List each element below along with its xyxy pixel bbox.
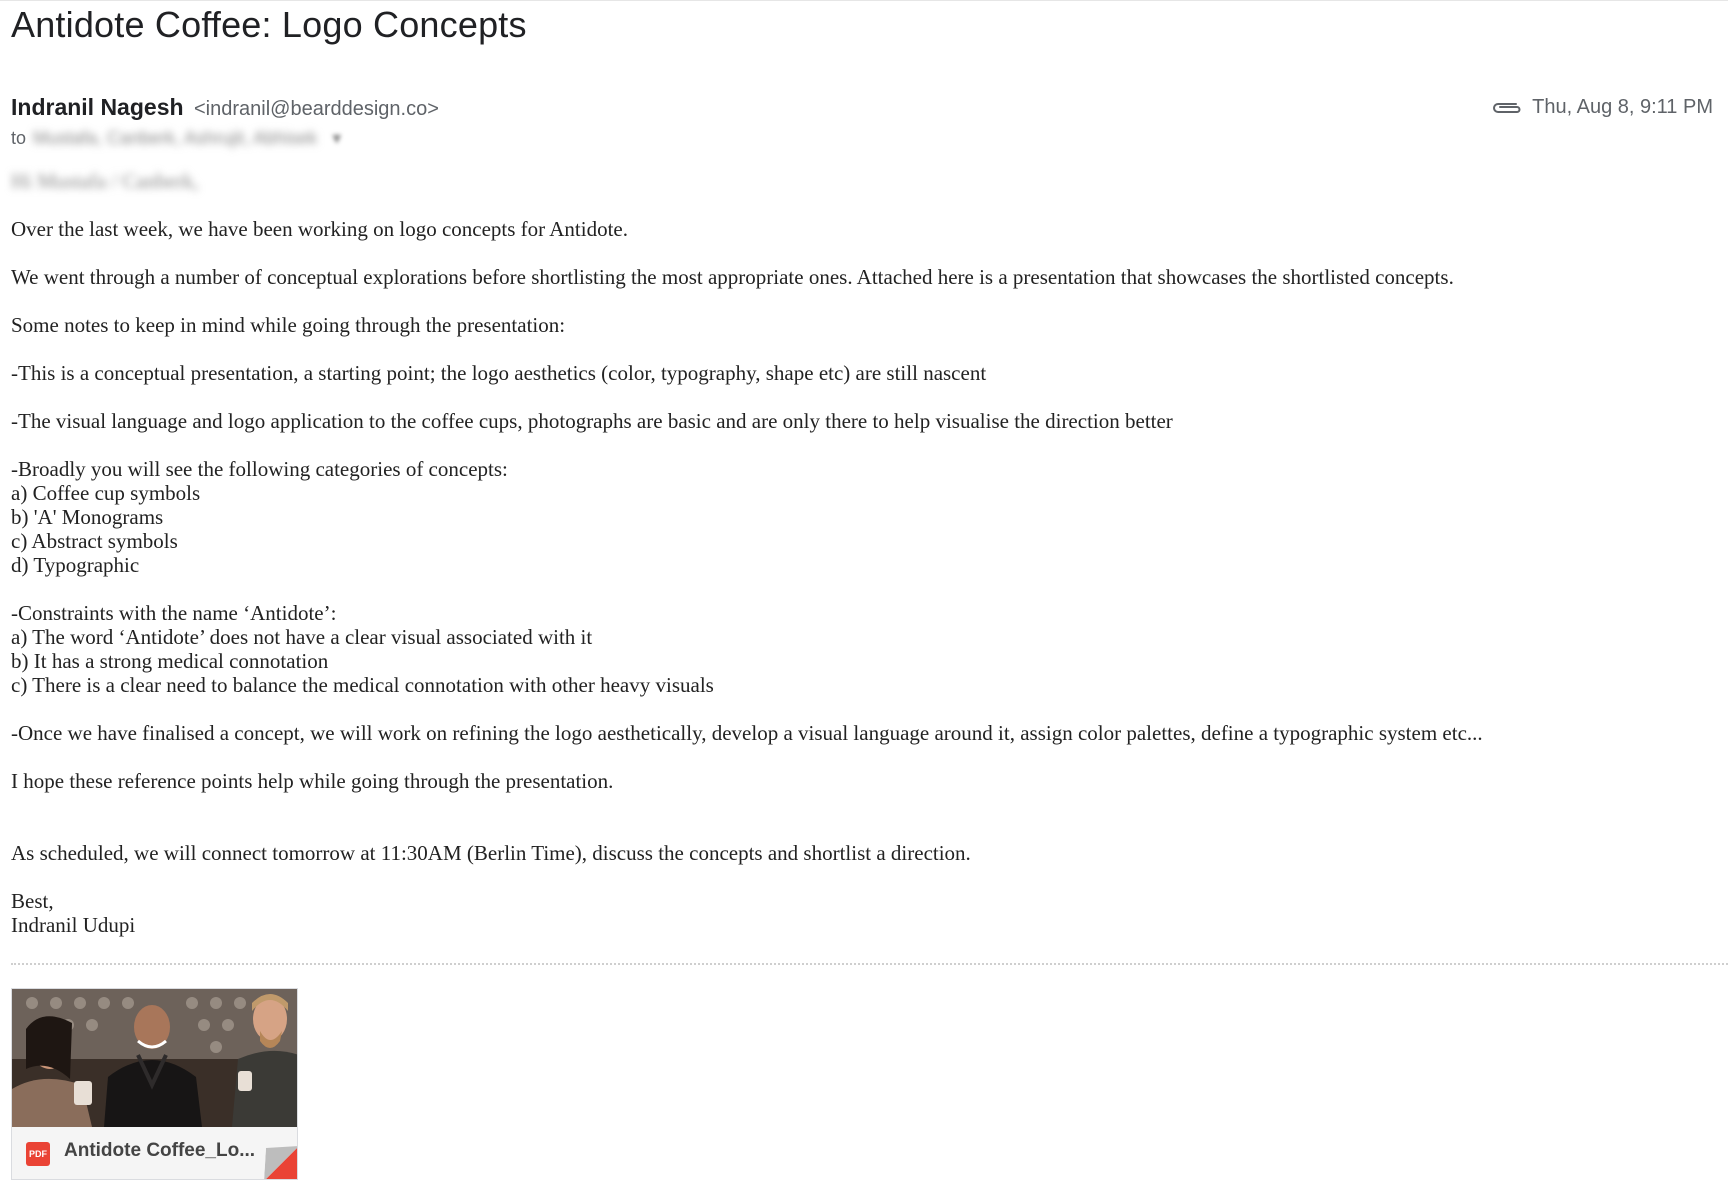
note: -The visual language and logo application to the coffee cups, photographs are basic and are only there to help visualise the direction better	[11, 409, 1173, 433]
message-date[interactable]: Thu, Aug 8, 9:11 PM	[1532, 96, 1713, 118]
greeting	[11, 169, 1711, 193]
sender-row	[11, 94, 439, 121]
paragraph: Over the last week, we have been working on logo concepts for Antidote.	[11, 217, 628, 241]
page-fold-icon	[239, 1141, 298, 1180]
pdf-icon: PDF	[26, 1142, 50, 1166]
list-item: c) Abstract symbols	[11, 529, 178, 553]
attachment-thumbnail[interactable]	[12, 989, 298, 1127]
categories-intro: -Broadly you will see the following categories of concepts:	[11, 457, 508, 481]
list-item: b) 'A' Monograms	[11, 505, 164, 529]
to-recipients: Mustafa, Canberk, Ashrujit, Abhisek	[33, 128, 318, 148]
attachment-footer[interactable]	[12, 1127, 298, 1180]
email-body	[11, 169, 1711, 937]
list-item: c) There is a clear need to balance the medical connotation with other heavy visuals	[11, 673, 714, 697]
sender-email: <indranil@bearddesign.co>	[194, 98, 439, 120]
paragraph: As scheduled, we will connect tomorrow at 11:30AM (Berlin Time), discuss the concepts and shortlist a direction.	[11, 841, 971, 865]
message-meta	[1490, 96, 1713, 119]
note: -This is a conceptual presentation, a starting point; the logo aesthetics (color, typography, shape etc) are still nascent	[11, 361, 987, 385]
paragraph: I hope these reference points help while going through the presentation.	[11, 769, 614, 793]
top-border	[0, 0, 1728, 1]
list-item: d) Typographic	[11, 553, 140, 577]
paragraph: -Once we have finalised a concept, we will work on refining the logo aesthetically, develop a visual language around it, assign color palettes, define a typographic system etc...	[11, 721, 1483, 745]
email-subject: Antidote Coffee: Logo Concepts	[11, 4, 527, 45]
attachments-divider	[11, 963, 1728, 965]
to-label: to	[11, 128, 27, 148]
chevron-down-icon[interactable]: ▾	[332, 128, 342, 148]
attachment-file-name[interactable]: Antidote Coffee_Lo...	[64, 1140, 256, 1161]
attachment-card[interactable]	[11, 988, 298, 1180]
signature: Indranil Udupi	[11, 913, 136, 937]
list-item: a) Coffee cup symbols	[11, 481, 201, 505]
paperclip-icon	[1490, 98, 1522, 118]
signoff: Best,	[11, 889, 54, 913]
constraints-intro: -Constraints with the name ‘Antidote’:	[11, 601, 337, 625]
recipients-row[interactable]	[11, 128, 341, 149]
sender-name[interactable]: Indranil Nagesh	[11, 94, 184, 120]
list-item: a) The word ‘Antidote’ does not have a clear visual associated with it	[11, 625, 593, 649]
paragraph: We went through a number of conceptual explorations before shortlisting the most appropriate ones. Attached here is a presentation that showcases the shortlisted concepts.	[11, 265, 1454, 289]
list-item: b) It has a strong medical connotation	[11, 649, 329, 673]
paragraph: Some notes to keep in mind while going through the presentation:	[11, 313, 566, 337]
greeting-text: Hi Mustafa / Canberk,	[11, 169, 199, 193]
